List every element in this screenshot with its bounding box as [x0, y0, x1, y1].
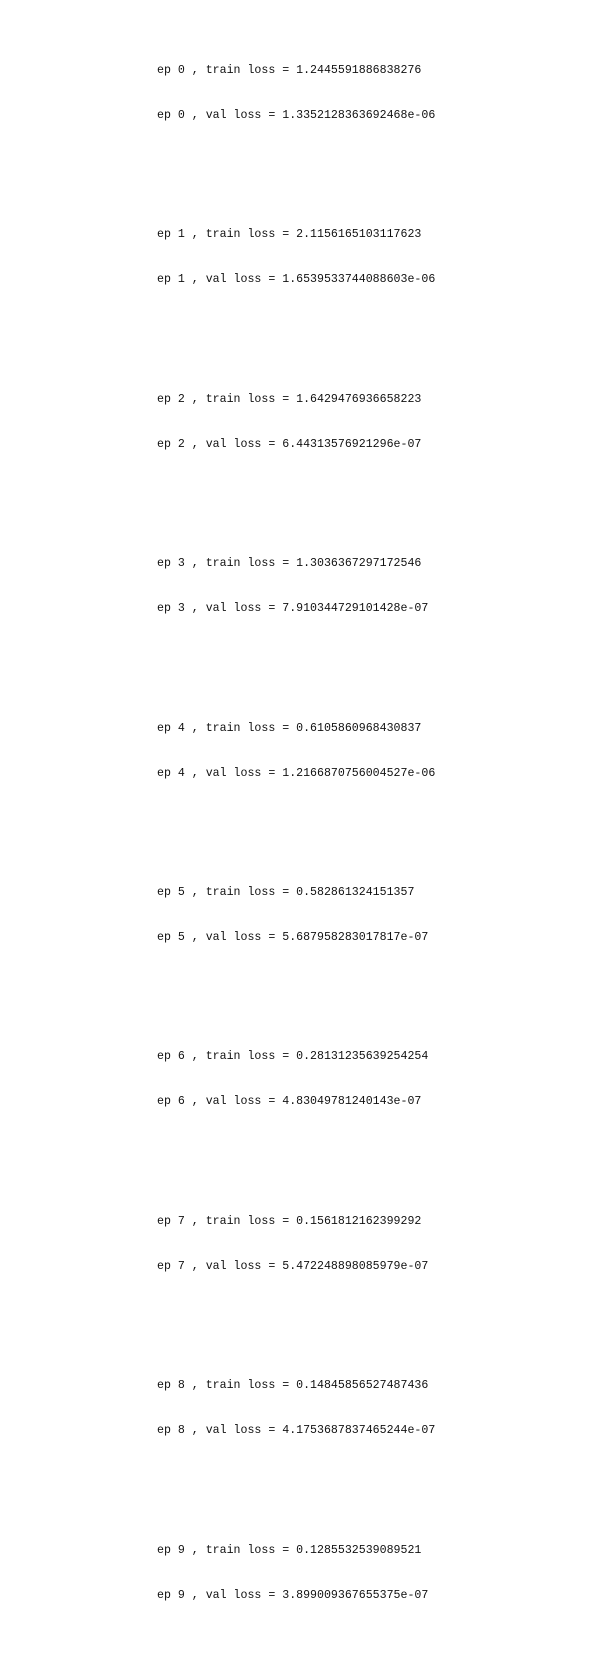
epoch-block-2 [157, 362, 597, 482]
train-loss-line: ep 4 , train loss = 0.6105860968430837 [157, 721, 422, 735]
console-output [157, 3, 597, 1662]
val-loss-line: ep 3 , val loss = 7.910344729101428e-07 [157, 602, 429, 616]
train-loss-line: ep 8 , train loss = 0.14845856527487436 [157, 1379, 429, 1393]
val-loss-line: ep 1 , val loss = 1.6539533744088603e-06 [157, 273, 436, 287]
val-loss-line: ep 5 , val loss = 5.687958283017817e-07 [157, 930, 429, 944]
train-loss-line: ep 6 , train loss = 0.28131235639254254 [157, 1050, 429, 1064]
epoch-block-3 [157, 526, 597, 646]
epoch-block-0 [157, 33, 597, 153]
epoch-block-8 [157, 1348, 597, 1468]
val-loss-line: ep 7 , val loss = 5.472248898085979e-07 [157, 1259, 429, 1273]
val-loss-line: ep 0 , val loss = 1.3352128363692468e-06 [157, 109, 436, 122]
val-loss-line: ep 4 , val loss = 1.2166870756004527e-06 [157, 766, 436, 780]
val-loss-line: ep 2 , val loss = 6.44313576921296e-07 [157, 437, 422, 451]
val-loss-line: ep 8 , val loss = 4.1753687837465244e-07 [157, 1424, 436, 1438]
train-loss-line: ep 3 , train loss = 1.3036367297172546 [157, 557, 422, 571]
epoch-block-5 [157, 855, 597, 975]
epoch-block-6 [157, 1019, 597, 1139]
train-loss-line: ep 0 , train loss = 1.2445591886838276 [157, 64, 422, 77]
train-loss-line: ep 5 , train loss = 0.582861324151357 [157, 885, 415, 899]
train-loss-line: ep 2 , train loss = 1.6429476936658223 [157, 392, 422, 406]
train-loss-line: ep 9 , train loss = 0.1285532539089521 [157, 1543, 422, 1557]
train-loss-line: ep 7 , train loss = 0.1561812162399292 [157, 1214, 422, 1228]
val-loss-line: ep 6 , val loss = 4.83049781240143e-07 [157, 1095, 422, 1109]
epoch-block-4 [157, 691, 597, 811]
train-loss-line: ep 1 , train loss = 2.1156165103117623 [157, 228, 422, 242]
epoch-block-1 [157, 197, 597, 317]
epoch-block-9 [157, 1513, 597, 1633]
val-loss-line: ep 9 , val loss = 3.899009367655375e-07 [157, 1588, 429, 1602]
epoch-block-7 [157, 1184, 597, 1304]
